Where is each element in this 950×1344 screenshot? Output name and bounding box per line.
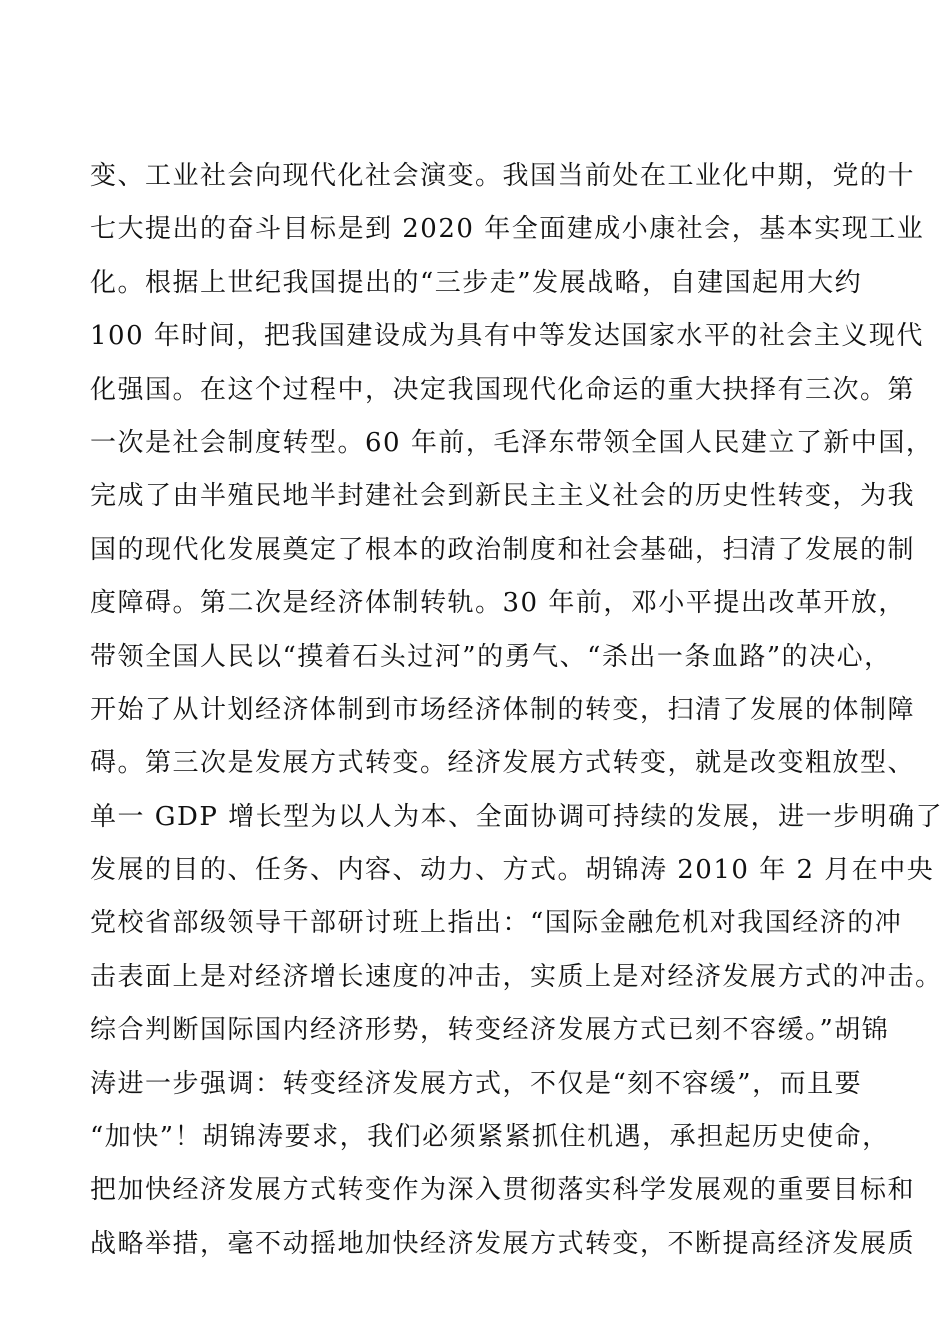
body-text bbox=[90, 150, 944, 1271]
text-line: 涛进一步强调：转变经济发展方式，不仅是“刻不容缓”，而且要 bbox=[90, 1068, 863, 1099]
text-line: 100 年时间，把我国建设成为具有中等发达国家水平的社会主义现代 bbox=[90, 321, 924, 352]
text-line: 党校省部级领导干部研讨班上指出：“国际金融危机对我国经济的冲 bbox=[90, 908, 903, 939]
text-line: 完成了由半殖民地半封建社会到新民主主义社会的历史性转变，为我 bbox=[90, 481, 916, 512]
text-line: 综合判断国际国内经济形势，转变经济发展方式已刻不容缓。”胡锦 bbox=[90, 1015, 890, 1046]
text-line: 带领全国人民以“摸着石头过河”的勇气、“杀出一条血路”的决心， bbox=[90, 641, 892, 672]
text-line: 国的现代化发展奠定了根本的政治制度和社会基础，扫清了发展的制 bbox=[90, 534, 916, 565]
text-line: 七大提出的奋斗目标是到 2020 年全面建成小康社会，基本实现工业 bbox=[90, 214, 925, 245]
text-line: 单一 GDP 增长型为以人为本、全面协调可持续的发展，进一步明确了 bbox=[90, 801, 944, 832]
text-line: 化强国。在这个过程中，决定我国现代化命运的重大抉择有三次。第 bbox=[90, 374, 916, 405]
text-line: 变、工业社会向现代化社会演变。我国当前处在工业化中期，党的十 bbox=[90, 161, 916, 191]
text-line: “加快”！胡锦涛要求，我们必须紧紧抓住机遇，承担起历史使命， bbox=[90, 1122, 890, 1153]
text-line: 战略举措，毫不动摇地加快经济发展方式转变，不断提高经济发展质 bbox=[90, 1228, 916, 1259]
text-line: 击表面上是对经济增长速度的冲击，实质上是对经济发展方式的冲击。 bbox=[90, 961, 943, 992]
text-line: 碍。第三次是发展方式转变。经济发展方式转变，就是改变粗放型、 bbox=[90, 748, 916, 779]
text-line: 把加快经济发展方式转变作为深入贯彻落实科学发展观的重要目标和 bbox=[90, 1175, 916, 1206]
text-line: 发展的目的、任务、内容、动力、方式。胡锦涛 2010 年 2 月在中央 bbox=[90, 855, 935, 886]
text-line: 开始了从计划经济体制到市场经济体制的转变，扫清了发展的体制障 bbox=[90, 694, 916, 725]
text-line: 化。根据上世纪我国提出的“三步走”发展战略，自建国起用大约 bbox=[90, 267, 863, 298]
text-line: 度障碍。第二次是经济体制转轨。30 年前，邓小平提出改革开放， bbox=[90, 588, 906, 619]
text-line: 一次是社会制度转型。60 年前，毛泽东带领全国人民建立了新中国， bbox=[90, 427, 934, 458]
